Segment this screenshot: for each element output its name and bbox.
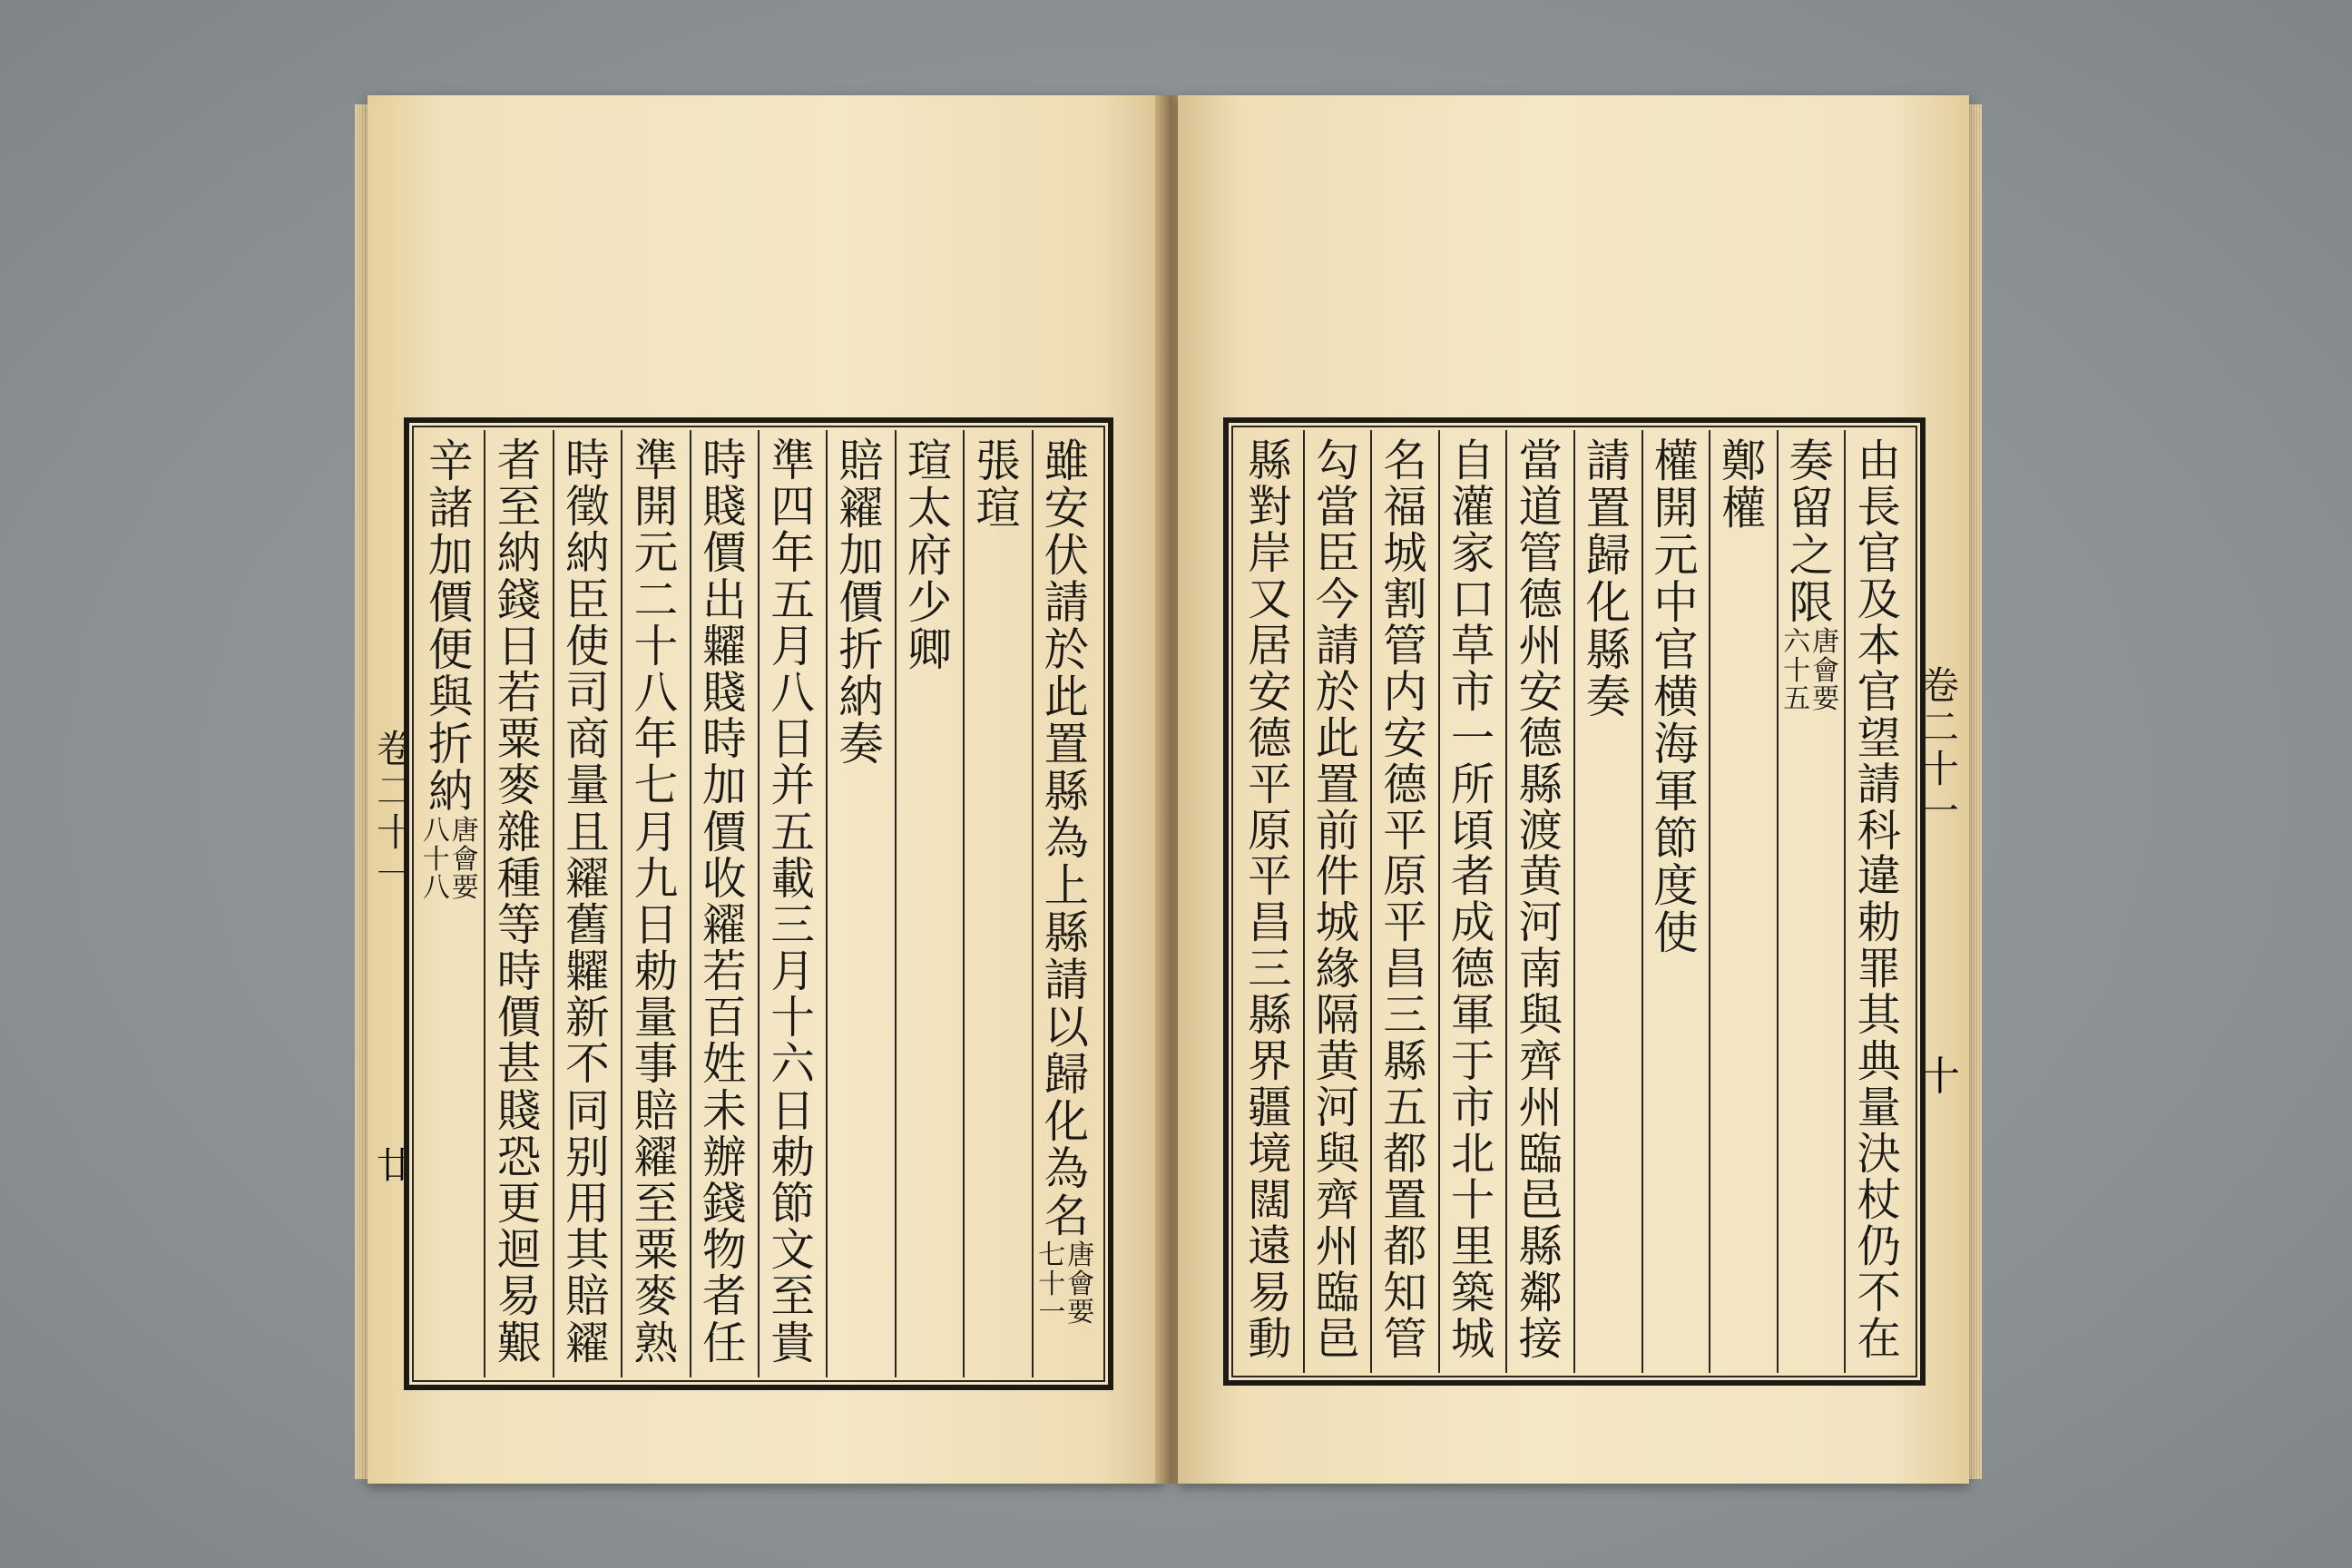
right-column: [1710, 430, 1778, 1382]
left-column-text: 準 開 元 二 十 八 年 七 月 九 日 勅 量 事 賠 糴 至 粟 麥 熟: [633, 436, 679, 1369]
right-column-text: 勾 當 臣 今 請 於 此 置 前 件 城 緣 隔 黄 河 與 齊 州 臨 邑: [1315, 436, 1360, 1365]
right-folio-text: 十: [1920, 1054, 1960, 1100]
left-column-text: 辛 諸 加 價 便 與 折 納: [428, 435, 474, 818]
left-column: [759, 430, 827, 1387]
left-column-text: 瑄 太 府 少 卿: [906, 435, 953, 676]
right-column: [1506, 430, 1574, 1382]
right-column-text: 鄭 權: [1720, 435, 1767, 534]
left-column-text: 者 至 納 錢 日 若 粟 麥 雜 種 等 時 價 甚 賤 恐 更 迴 易 艱: [496, 436, 542, 1369]
left-column-text: 雖 安 伏 請 於 此 置 縣 為 上 縣 請 以 歸 化 為 名: [1044, 435, 1089, 1242]
left-column-text: 時 徵 納 臣 使 司 商 量 且 糴 舊 糶 新 不 同 别 用 其 賠 糴: [565, 436, 610, 1369]
left-page-edges: [355, 104, 368, 1479]
right-column-note: 唐 會 要 六 十 五: [1783, 626, 1840, 715]
left-page: [368, 95, 1164, 1484]
right-column: [1371, 430, 1439, 1382]
right-column-text: 請 置 歸 化 縣 奏: [1585, 435, 1631, 723]
right-column: [1304, 430, 1372, 1382]
right-column: [1574, 430, 1642, 1382]
right-column-text: 縣 對 岸 又 居 安 德 平 原 平 昌 三 縣 界 疆 境 闊 遠 易 動: [1248, 436, 1292, 1365]
right-margin-folio: [1920, 1054, 1960, 1100]
right-columns: [1236, 430, 1913, 1373]
right-page-edges: [1969, 104, 1982, 1479]
left-folio-text: 廿: [377, 1145, 413, 1187]
left-column-text: 張 瑄: [975, 435, 1021, 534]
right-text-frame: [1223, 417, 1926, 1386]
left-column: [416, 430, 485, 1387]
left-column-note: 唐 會 要 八 十 八: [422, 815, 479, 904]
right-margin-label: [1920, 663, 1960, 834]
left-columns: [416, 430, 1101, 1377]
margin-label-text: 卷 二 十 一: [377, 727, 416, 897]
left-column-text: 準 四 年 五 月 八 日 并 五 載 三 月 十 六 日 勅 節 文 至 貴: [770, 436, 815, 1369]
left-column: [827, 430, 895, 1387]
right-column-text: 自 灌 家 口 草 市 一 所 頃 者 成 德 軍 于 市 北 十 里 築 城: [1450, 436, 1495, 1365]
right-page: [1178, 95, 1969, 1484]
right-column-text: 由 長 官 及 本 官 望 請 科 違 勅 罪 其 典 量 決 杖 仍 不 在: [1857, 436, 1901, 1365]
right-column: [1642, 430, 1710, 1382]
left-column-text: 時 賤 價 出 糶 賤 時 加 價 收 糴 若 百 姓 未 辦 錢 物 者 任: [701, 436, 747, 1369]
right-column-text: 當 道 管 德 州 安 德 縣 渡 黄 河 南 與 齊 州 臨 邑 縣 鄰 接: [1518, 436, 1563, 1365]
left-column: [485, 430, 553, 1387]
left-column: [1033, 430, 1101, 1387]
left-column: [964, 430, 1032, 1387]
left-column: [554, 430, 622, 1387]
right-column: [1778, 430, 1846, 1382]
left-column: [691, 430, 759, 1387]
right-column-text: 名 福 城 割 管 内 安 德 平 原 平 昌 三 縣 五 都 置 都 知 管: [1383, 436, 1427, 1365]
left-text-frame: [404, 417, 1113, 1390]
right-column-text: 奏 留 之 限: [1788, 435, 1834, 629]
right-column: [1236, 430, 1304, 1382]
right-column: [1845, 430, 1913, 1382]
margin-label-text: 卷 二 十 一: [1920, 663, 1959, 833]
right-column: [1439, 430, 1507, 1382]
right-column-text: 權 開 元 中 官 横 海 軍 節 度 使: [1653, 435, 1699, 959]
left-column: [622, 430, 690, 1387]
left-column-text: 賠 糴 加 價 折 納 奏: [838, 435, 884, 770]
left-column: [896, 430, 964, 1387]
open-book: [368, 95, 1969, 1484]
left-column-note: 唐 會 要 七 十 一: [1038, 1240, 1095, 1328]
